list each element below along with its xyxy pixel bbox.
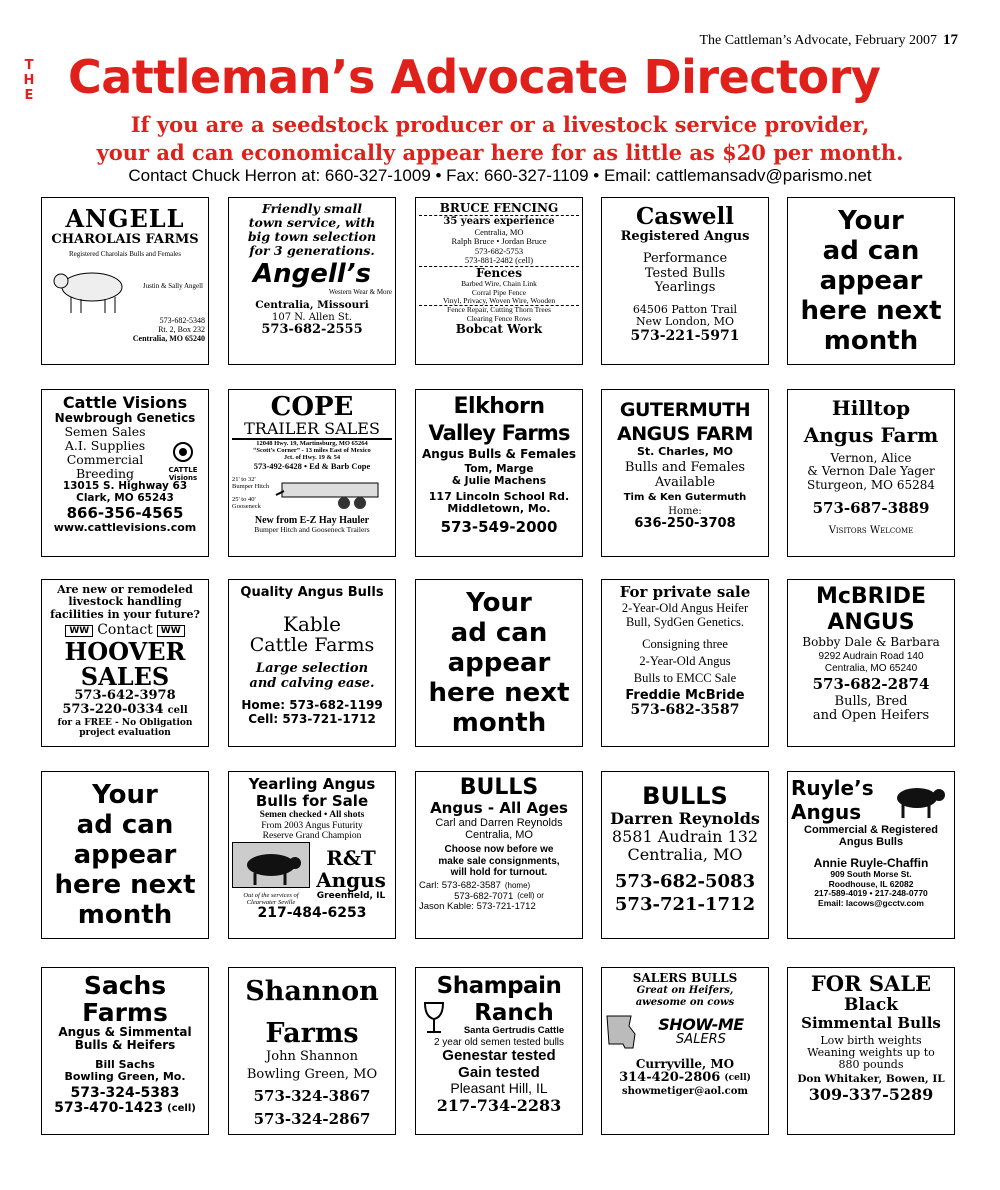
the-word	[22, 58, 36, 103]
page-number: 17	[943, 32, 958, 48]
angells-logo: Angell’s	[252, 259, 372, 289]
missouri-map-icon	[605, 1012, 637, 1052]
ad-hoover-sales[interactable]: Are new or remodeled livestock handling facilities in your future? WW Contact WW HOOVER SALES 573-642-3978 573-220-0334 cell for a FREE - No Obligation project evaluation	[41, 579, 209, 747]
ad-for-sale-simmental[interactable]: FOR SALE Black Simmental Bulls Low birth weights Weaning weights up to 880 pounds Don Whitaker, Bowen, IL 309-337-5289	[787, 967, 955, 1135]
ad-shampain-ranch[interactable]: Shampain Ranch Santa Gertrudis Cattle 2 year old semen tested bulls Genestar tested Gain tested Pleasant Hill, IL 217-734-2283	[415, 967, 583, 1135]
wine-glass-icon	[419, 1001, 449, 1035]
ad-your-ad-here[interactable]: Your ad can appear here next month	[415, 579, 583, 747]
ad-show-me-salers[interactable]: SALERS BULLS Great on Heifers, awesome on cows SHOW-ME SALERS Curryville, MO 314-420-2806 (cell) showmetiger@aol.com	[601, 967, 769, 1135]
ad-mcbride-angus[interactable]: McBRIDE ANGUS Bobby Dale & Barbara 9292 Audrain Road 140 Centralia, MO 65240 573-682-2874 Bulls, Bred and Open Heifers	[787, 579, 955, 747]
ad-shannon-farms[interactable]: Shannon Farms John Shannon Bowling Green, MO 573-324-3867 573-324-2867	[228, 967, 396, 1135]
ad-bruce-fencing[interactable]: BRUCE FENCING 35 years experience Centralia, MO Ralph Bruce • Jordan Bruce 573-682-5753 573-881-2482 (cell) Fences Barbed Wire, Chain Link Corral Pipe Fence Vinyl, Privacy, Woven Wire, Wooden Fence Repair, Cutting Thorn Trees Clearing Fence Rows Bobcat Work	[415, 197, 583, 365]
contact-line: Contact Chuck Herron at: 660-327-1009 • Fax: 660-327-1109 • Email: cattlemansadv@parismo.net	[128, 166, 872, 185]
ad-cattle-visions[interactable]: Cattle Visions Newbrough Genetics Semen Sales A.I. Supplies Commercial Breeding CATTLE Visions 13015 S. Highway 63 Clark, MO 65243 866-356-4565 www.cattlevisions.com	[41, 389, 209, 557]
ad-rt-angus[interactable]: Yearling Angus Bulls for Sale Semen checked • All shots From 2003 Angus Futurity Reserve Grand Champion Out of the services of Clearwater Seville R&T Angus Greenfield, IL 217-484-6253	[228, 771, 396, 939]
ad-kable-cattle-farms[interactable]: Quality Angus Bulls Kable Cattle Farms Large selection and calving ease. Home: 573-682-1199 Cell: 573-721-1712	[228, 579, 396, 747]
ad-angells-western-wear[interactable]: Friendly small town service, with big town selection for 3 generations. Angell’s Western Wear & More Centralia, Missouri 107 N. Allen St. 573-682-2555	[228, 197, 396, 365]
ad-elkhorn-valley-farms[interactable]: Elkhorn Valley Farms Angus Bulls & Females Tom, Marge & Julie Machens 117 Lincoln School Rd. Middletown, Mo. 573-549-2000	[415, 389, 583, 557]
hoover-logo-right: WW	[157, 625, 185, 637]
the-letter: H	[23, 73, 35, 88]
promo-line-1: If you are a seedstock producer or a livestock service provider,	[130, 112, 870, 137]
ad-caswell-angus[interactable]: Caswell Registered Angus Performance Tested Bulls Yearlings 64506 Patton Trail New London, MO 573-221-5971	[601, 197, 769, 365]
ad-bulls-reynolds-kable[interactable]: BULLS Angus - All Ages Carl and Darren Reynolds Centralia, MO Choose now before we make sale consignments, will hold for turnout. Carl: 573-682-3587 (home) 573-682-7071 (cell) or Jason Kable: 573-721-1712	[415, 771, 583, 939]
charolais-cattle-icon	[47, 261, 137, 317]
ad-sachs-farms[interactable]: Sachs Farms Angus & Simmental Bulls & Heifers Bill Sachs Bowling Green, Mo. 573-324-5383 573-470-1423 (cell)	[41, 967, 209, 1135]
show-me-logo: SHOW-ME	[658, 1014, 744, 1034]
running-head: The Cattleman’s Advocate, February 2007 17	[699, 32, 958, 48]
ad-cope-trailer-sales[interactable]: COPE TRAILER SALES 12048 Hwy. 19, Martinsburg, MO 65264 “Scott’s Corner” - 13 miles East of Mexico Jct. of Hwy. 19 & 54 573-492-6428 • Ed & Barb Cope 21' to 32' Bumper Hitch 25' to 40' Gooseneck New from E-Z Hay Hauler Bumper Hitch and Gooseneck Trailers	[228, 389, 396, 557]
ad-ruyles-angus[interactable]: Ruyle’s Angus Commercial & Registered Angus Bulls Annie Ruyle-Chaffin 909 South Morse St. Roodhouse, IL 62082 217-589-4019 • 217-248-0770 Email: lacows@gcctv.com	[787, 771, 955, 939]
promo-line-2: your ad can economically appear here for as little as $20 per month.	[96, 140, 904, 165]
directory-title: Cattleman’s Advocate Directory	[68, 50, 881, 104]
hoover-logo-left: WW	[65, 625, 93, 637]
ad-angell-charolais[interactable]: ANGELL CHAROLAIS FARMS Registered Charolais Bulls and Females Justin & Sally Angell 573-682-5348 Rt. 2, Box 232 Centralia, MO 65240	[41, 197, 209, 365]
ad-your-ad-here[interactable]: Your ad can appear here next month	[787, 197, 955, 365]
the-letter: T	[24, 58, 34, 73]
ad-gutermuth-angus-farm[interactable]: GUTERMUTH ANGUS FARM St. Charles, MO Bulls and Females Available Tim & Ken Gutermuth Home: 636-250-3708	[601, 389, 769, 557]
ad-private-sale-mcbride[interactable]: For private sale 2-Year-Old Angus Heifer Bull, SydGen Genetics. Consigning three 2-Year-Old Angus Bulls to EMCC Sale Freddie McBride 573-682-3587	[601, 579, 769, 747]
ad-hilltop-angus-farm[interactable]: Hilltop Angus Farm Vernon, Alice & Vernon Dale Yager Sturgeon, MO 65284 573-687-3889 Visitors Welcome	[787, 389, 955, 557]
angus-bull-photo-icon	[232, 842, 310, 888]
ad-your-ad-here[interactable]: Your ad can appear here next month	[41, 771, 209, 939]
angus-bull-icon	[889, 778, 951, 822]
ad-bulls-darren-reynolds[interactable]: BULLS Darren Reynolds 8581 Audrain 132 Centralia, MO 573-682-5083 573-721-1712	[601, 771, 769, 939]
hay-trailer-icon	[274, 471, 384, 515]
cattle-visions-logo-icon	[168, 441, 198, 463]
the-letter: E	[24, 88, 34, 103]
